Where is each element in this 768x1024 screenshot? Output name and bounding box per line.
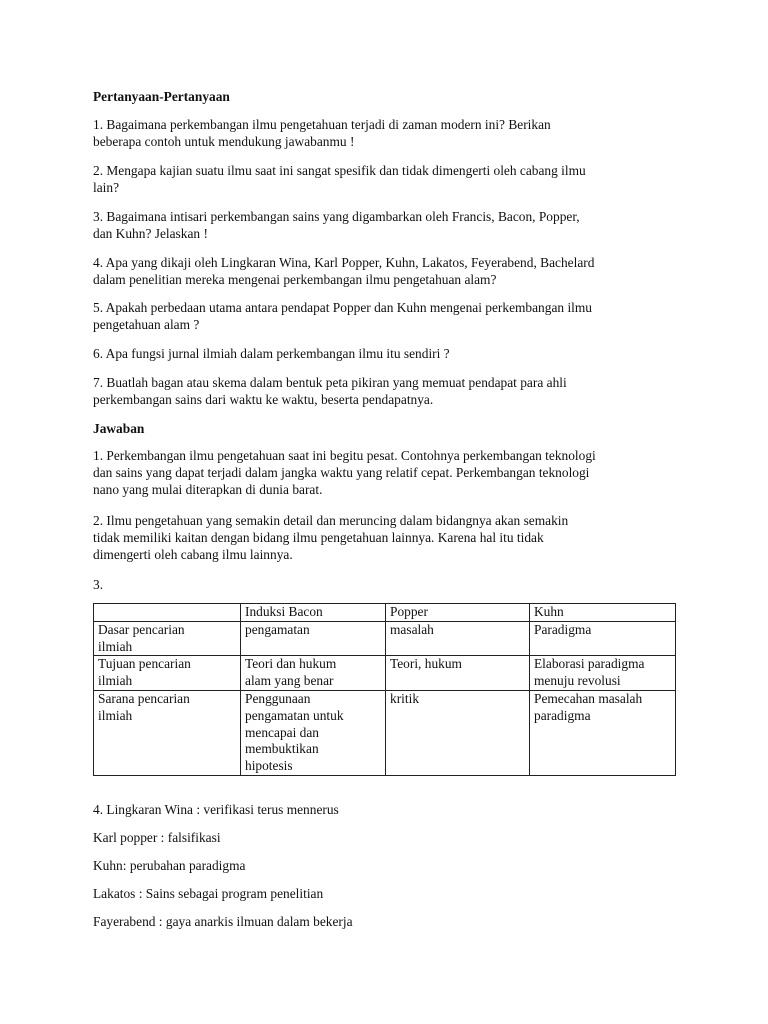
table-cell: kritik	[386, 690, 530, 775]
answer-3-label: 3.	[93, 577, 104, 592]
table-cell: Penggunaan pengamatan untuk mencapai dan membuktikan hipotesis	[241, 690, 386, 775]
table-header-cell	[94, 604, 241, 622]
table-cell: Teori dan hukum alam yang benar	[241, 656, 386, 691]
question-6	[93, 345, 683, 362]
table-cell: Sarana pencarian ilmiah	[94, 690, 241, 775]
question-2-line-1: 2. Mengapa kajian suatu ilmu saat ini sangat spesifik dan tidak dimengerti oleh cabang ilmu	[93, 163, 586, 178]
question-1-line-2: beberapa contoh untuk mendukung jawabanmu !	[93, 134, 355, 149]
question-5	[93, 299, 683, 333]
answers-heading: Jawaban	[93, 421, 145, 436]
answer-3	[93, 576, 683, 593]
answer-1-line-1: 1. Perkembangan ilmu pengetahuan saat ini begitu pesat. Contohnya perkembangan teknologi	[93, 448, 596, 463]
question-3	[93, 208, 683, 242]
table-cell: Teori, hukum	[386, 656, 530, 691]
question-3-line-2: dan Kuhn? Jelaskan !	[93, 226, 208, 241]
comparison-table	[93, 603, 676, 776]
table-cell: Paradigma	[530, 621, 676, 656]
question-5-line-2: pengetahuan alam ?	[93, 317, 200, 332]
answer-1	[93, 447, 683, 498]
table-header-cell: Kuhn	[530, 604, 676, 622]
answer-4-line: Karl popper : falsifikasi	[93, 830, 221, 845]
question-7-line-2: perkembangan sains dari waktu ke waktu, beserta pendapatnya.	[93, 392, 434, 407]
table-cell: Pemecahan masalah paradigma	[530, 690, 676, 775]
question-2-line-2: lain?	[93, 180, 120, 195]
table-row	[94, 621, 676, 656]
answer-4-line: Lakatos : Sains sebagai program penelitian	[93, 886, 324, 901]
table-cell: Elaborasi paradigma menuju revolusi	[530, 656, 676, 691]
answer-2-line-2: tidak memiliki kaitan dengan bidang ilmu pengetahuan lainnya. Karena hal itu tidak	[93, 530, 544, 545]
table-row	[94, 690, 676, 775]
question-1	[93, 116, 683, 150]
question-3-line-1: 3. Bagaimana intisari perkembangan sains yang digambarkan oleh Francis, Bacon, Popper,	[93, 209, 580, 224]
answer-4-line: 4. Lingkaran Wina : verifikasi terus mennerus	[93, 802, 339, 817]
table-header-cell: Popper	[386, 604, 530, 622]
table-header-row	[94, 604, 676, 622]
table-cell: Tujuan pencarian ilmiah	[94, 656, 241, 691]
question-4	[93, 254, 683, 288]
table-header-cell: Induksi Bacon	[241, 604, 386, 622]
question-5-line-1: 5. Apakah perbedaan utama antara pendapat Popper dan Kuhn mengenai perkembangan ilmu	[93, 300, 592, 315]
answer-1-line-2: dan sains yang dapat terjadi dalam jangka waktu yang relatif cepat. Perkembangan teknologi	[93, 465, 590, 480]
table-cell: masalah	[386, 621, 530, 656]
answer-2-line-3: dimengerti oleh cabang ilmu lainnya.	[93, 547, 293, 562]
question-4-line-1: 4. Apa yang dikaji oleh Lingkaran Wina, Karl Popper, Kuhn, Lakatos, Feyerabend, Bachelard	[93, 255, 595, 270]
answer-1-line-3: nano yang mulai diterapkan di dunia barat.	[93, 482, 323, 497]
table-row	[94, 656, 676, 691]
question-7-line-1: 7. Buatlah bagan atau skema dalam bentuk peta pikiran yang memuat pendapat para ahli	[93, 375, 567, 390]
table-cell: pengamatan	[241, 621, 386, 656]
answer-4-line: Fayerabend : gaya anarkis ilmuan dalam bekerja	[93, 914, 353, 929]
table-cell: Dasar pencarian ilmiah	[94, 621, 241, 656]
answer-2	[93, 512, 683, 563]
question-2	[93, 162, 683, 196]
answer-2-line-1: 2. Ilmu pengetahuan yang semakin detail dan meruncing dalam bidangnya akan semakin	[93, 513, 569, 528]
question-6-line-1: 6. Apa fungsi jurnal ilmiah dalam perkembangan ilmu itu sendiri ?	[93, 346, 450, 361]
questions-heading: Pertanyaan-Pertanyaan	[93, 89, 230, 104]
question-4-line-2: dalam penelitian mereka mengenai perkembangan ilmu pengetahuan alam?	[93, 272, 497, 287]
answer-4-line: Kuhn: perubahan paradigma	[93, 858, 246, 873]
question-1-line-1: 1. Bagaimana perkembangan ilmu pengetahuan terjadi di zaman modern ini? Berikan	[93, 117, 551, 132]
question-7	[93, 374, 683, 408]
